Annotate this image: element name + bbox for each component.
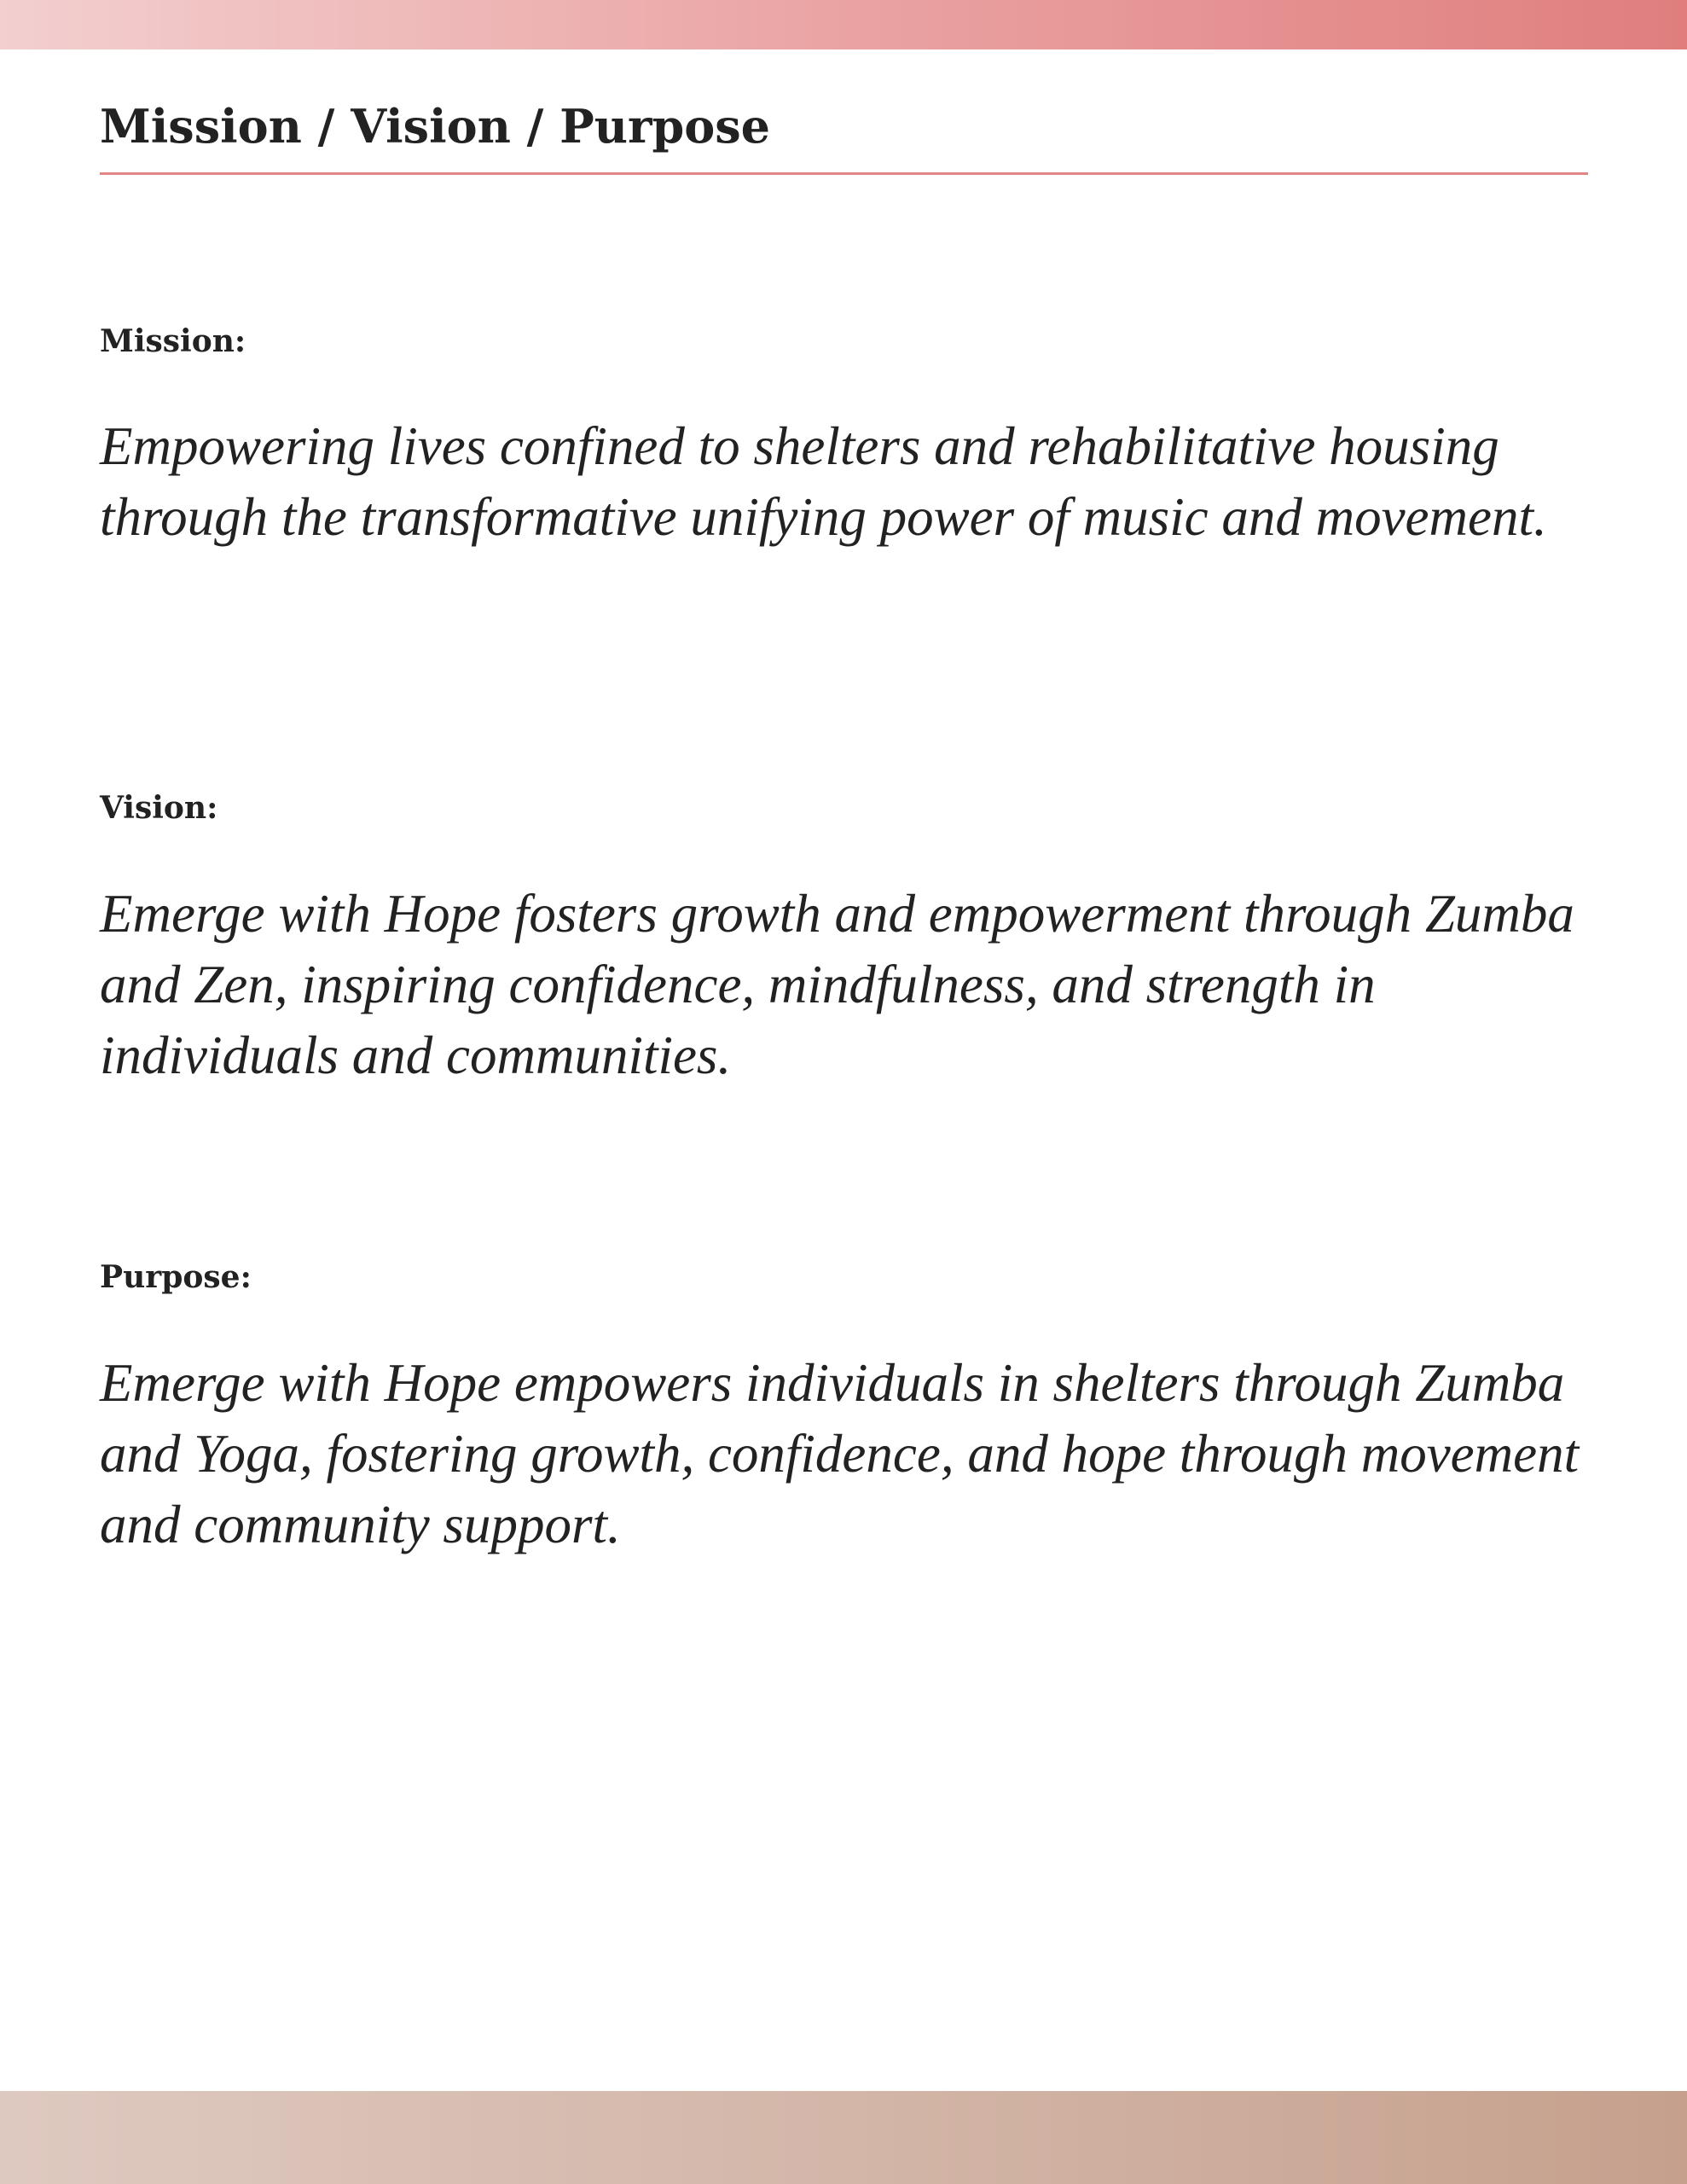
page-title: Mission / Vision / Purpose [100, 99, 771, 154]
purpose-label: Purpose: [100, 1259, 252, 1295]
mission-label: Mission: [100, 323, 246, 359]
vision-statement: Emerge with Hope fosters growth and empowerment through Zumba and Zen, inspiring confidence, mindfulness, and strength in individuals and communities. [100, 884, 1574, 1085]
mission-statement: Empowering lives confined to shelters and rehabilitative housing through the transformative unifying power of music and movement. [100, 416, 1547, 547]
bottom-decorative-bar [0, 2091, 1687, 2184]
vision-label: Vision: [100, 790, 218, 826]
title-divider [100, 172, 1588, 175]
purpose-statement: Emerge with Hope empowers individuals in shelters through Zumba and Yoga, fostering growth, confidence, and hope through movement and community support. [100, 1353, 1580, 1554]
top-decorative-bar [0, 0, 1687, 49]
